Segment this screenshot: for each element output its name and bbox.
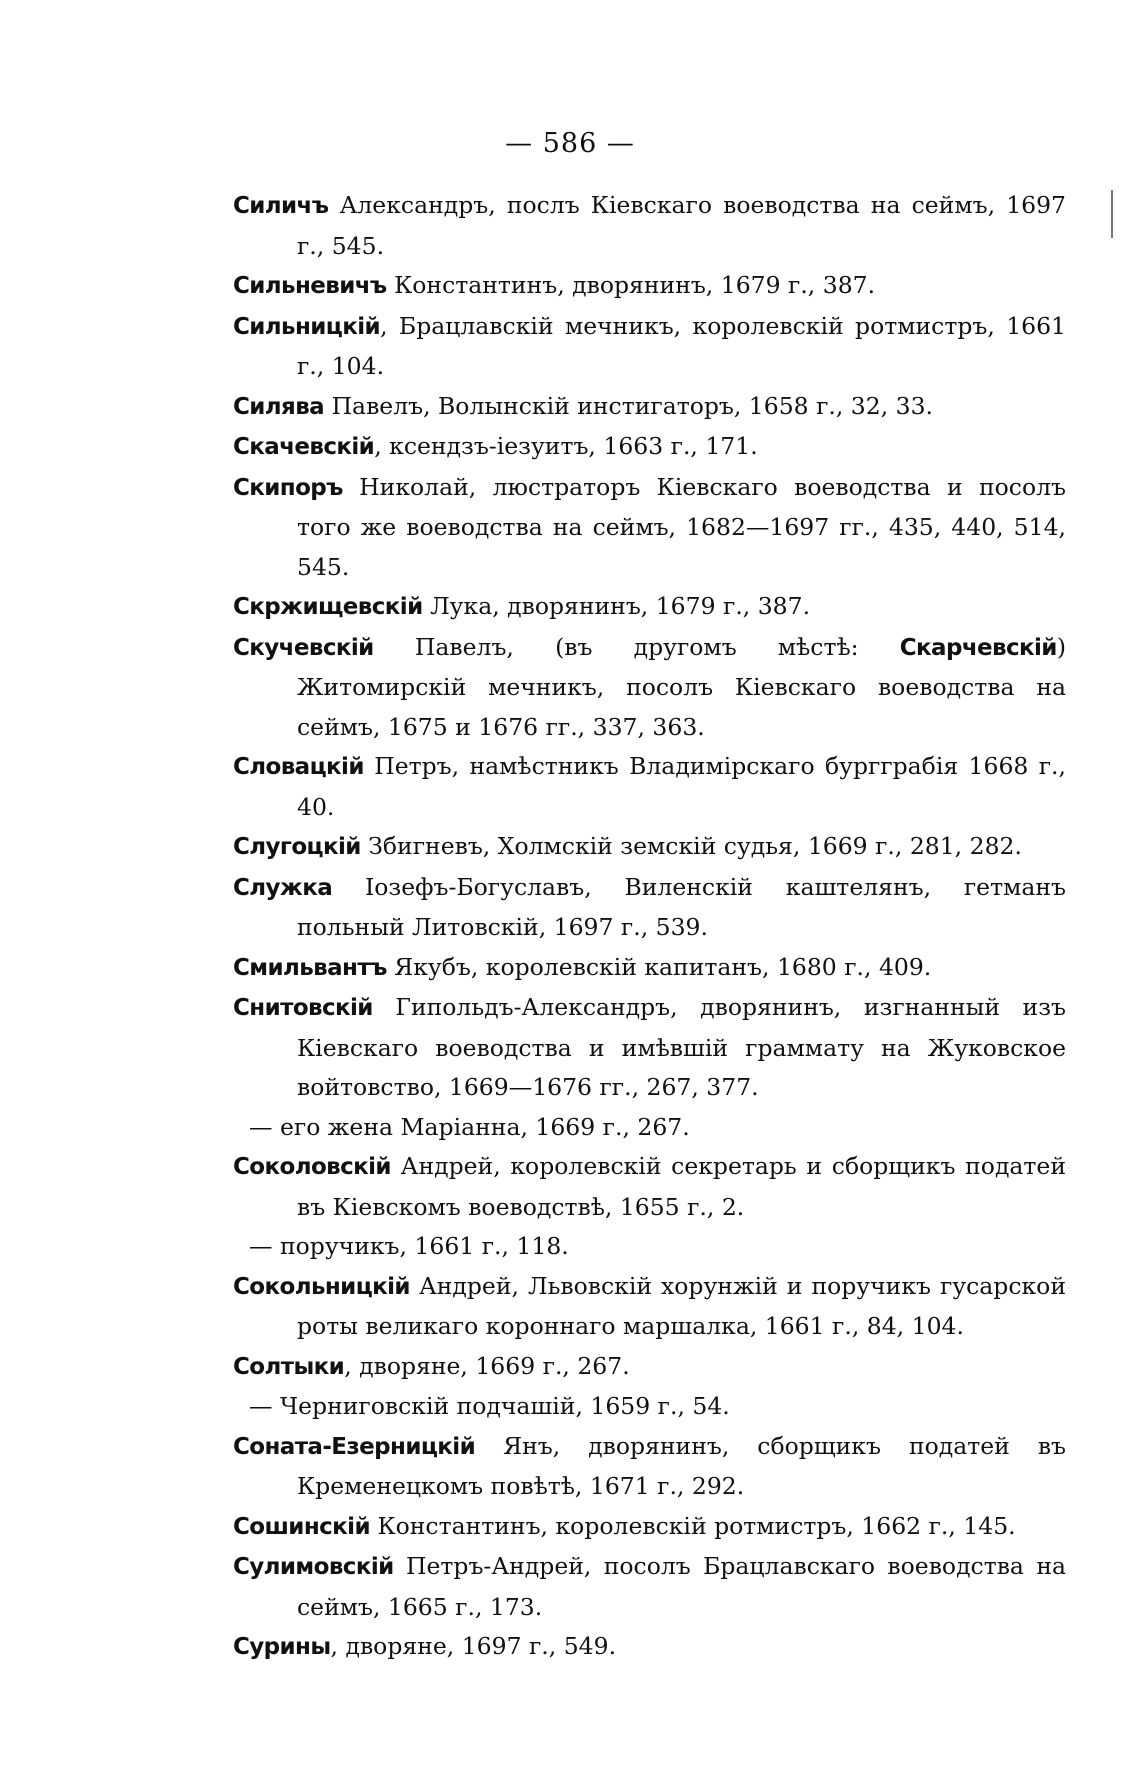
index-entry [233,868,1066,948]
index-entry [233,747,1066,827]
entry-text: Павелъ, (въ другомъ мѣстѣ: [373,632,900,661]
entry-text: , Брацлавскій мечникъ, королевскій ротмистръ, 1661 г., 104. [297,311,1066,380]
entry-text: Александръ, послъ Кіевскаго воеводства на сеймъ, 1697 г., 545. [297,191,1066,260]
entry-text: Павелъ, Волынскій инстигаторъ, 1658 г., 32, 33. [324,391,934,420]
entry-name: Сильневичъ [233,273,387,299]
index-entry [233,1627,1066,1668]
entry-name: Соколовскій [233,1154,391,1180]
entry-name: Сурины [233,1634,331,1660]
index-subentry [233,1227,1066,1267]
index-entry [233,387,1066,428]
entry-text: Лука, дворянинъ, 1679 г., 387. [422,592,811,620]
entry-name: Скипоръ [233,474,343,501]
entry-text: Збигневъ, Холмскій земскій судья, 1669 г., 281, 282. [360,832,1022,860]
index-entry [233,427,1066,468]
page-number: — 586 — [505,128,635,159]
index-entry [233,468,1066,588]
entry-text: , дворяне, 1669 г., 267. [344,1351,630,1380]
entry-text: Николай, люстраторъ Кіевскаго воеводства и посолъ того же воеводства на сеймъ, 1682—1697 гг., 435, 440, 514, 545. [297,472,1066,581]
entry-name: Силичъ [233,193,329,219]
entry-text: Константинъ, королевскій ротмистръ, 1662 г., 145. [369,1511,1016,1540]
index-entry [233,1147,1066,1227]
entry-name: Скучевскій [233,634,374,661]
entry-name: Соната-Езерницкій [233,1433,476,1460]
entry-name: Солтыки [233,1353,345,1380]
entry-text: , ксендзъ-іезуитъ, 1663 г., 171. [374,432,758,460]
index-entry [233,1427,1066,1507]
index-entry [233,307,1066,387]
entry-name: Слугоцкій [233,834,361,860]
entry-text: Петръ-Андрей, посолъ Брацлавскаго воеводства на сеймъ, 1665 г., 173. [297,1552,1066,1621]
index-entry [233,827,1066,868]
entry-text: Якубъ, королевскій капитанъ, 1680 г., 409. [386,952,932,981]
entry-text: Константинъ, дворянинъ, 1679 г., 387. [386,271,876,299]
index-entry [233,587,1066,628]
entry-name: Смильвантъ [233,954,387,981]
entry-text: — его жена Маріанна, 1669 г., 267. [249,1112,690,1141]
entry-text: , дворяне, 1697 г., 549. [330,1632,617,1660]
index-subentry [233,1387,1066,1427]
entry-name: Скржищевскій [233,594,423,620]
entry-name: Словацкій [233,754,364,780]
index-entry [233,628,1066,748]
entry-text: Янъ, дворянинъ, сборщикъ податей въ Кременецкомъ повѣтѣ, 1671 г., 292. [297,1431,1066,1500]
entry-name: Сошинскій [233,1513,370,1540]
entry-name: Скачевскій [233,434,375,460]
entry-text: Петръ, намѣстникъ Владимірскаго бургграбія 1668 г., 40. [297,752,1066,821]
entry-text: — Черниговскій подчашій, 1659 г., 54. [249,1392,730,1420]
entry-text: ) Житомирскій мечникъ, посолъ Кіевскаго воеводства на сеймъ, 1675 и 1676 гг., 337, 363. [297,632,1066,741]
index-entry [233,948,1066,989]
index-entry [233,1547,1066,1627]
index-entry [233,1507,1066,1548]
entry-name: Сулимовскій [233,1554,394,1580]
index-entry [233,988,1066,1108]
entry-text: Іозефъ-Богуславъ, Виленскій каштелянъ, гетманъ польный Литовскій, 1697 г., 539. [297,872,1066,941]
index-entry [233,1267,1066,1347]
entry-name: Снитовскій [233,995,373,1021]
entry-name: Служка [233,874,333,901]
entry-text: — поручикъ, 1661 г., 118. [249,1232,569,1260]
entry-alt-name: Скарчевскій [899,634,1057,661]
margin-mark [1111,190,1113,238]
entry-text: Гипольдъ-Александръ, дворянинъ, изгнанный изъ Кіевскаго воеводства и имѣвшій граммату на Жуковское войтовство, 1669—1676 гг., 267, 377. [297,993,1066,1101]
entry-name: Силява [233,393,325,420]
entry-text: Андрей, Львовскій хорунжій и поручикъ гусарской роты великаго короннаго маршалка, 1661 г., 84, 104. [297,1271,1066,1340]
index-entries [233,186,1066,1668]
entry-name: Сокольницкій [233,1273,410,1300]
index-subentry [233,1108,1066,1148]
index-entry [233,186,1066,266]
entry-name: Сильницкій [233,313,381,340]
index-entry [233,266,1066,307]
entry-text: Андрей, королевскій секретарь и сборщикъ податей въ Кіевскомъ воеводствѣ, 1655 г., 2. [297,1152,1066,1221]
index-entry [233,1347,1066,1388]
